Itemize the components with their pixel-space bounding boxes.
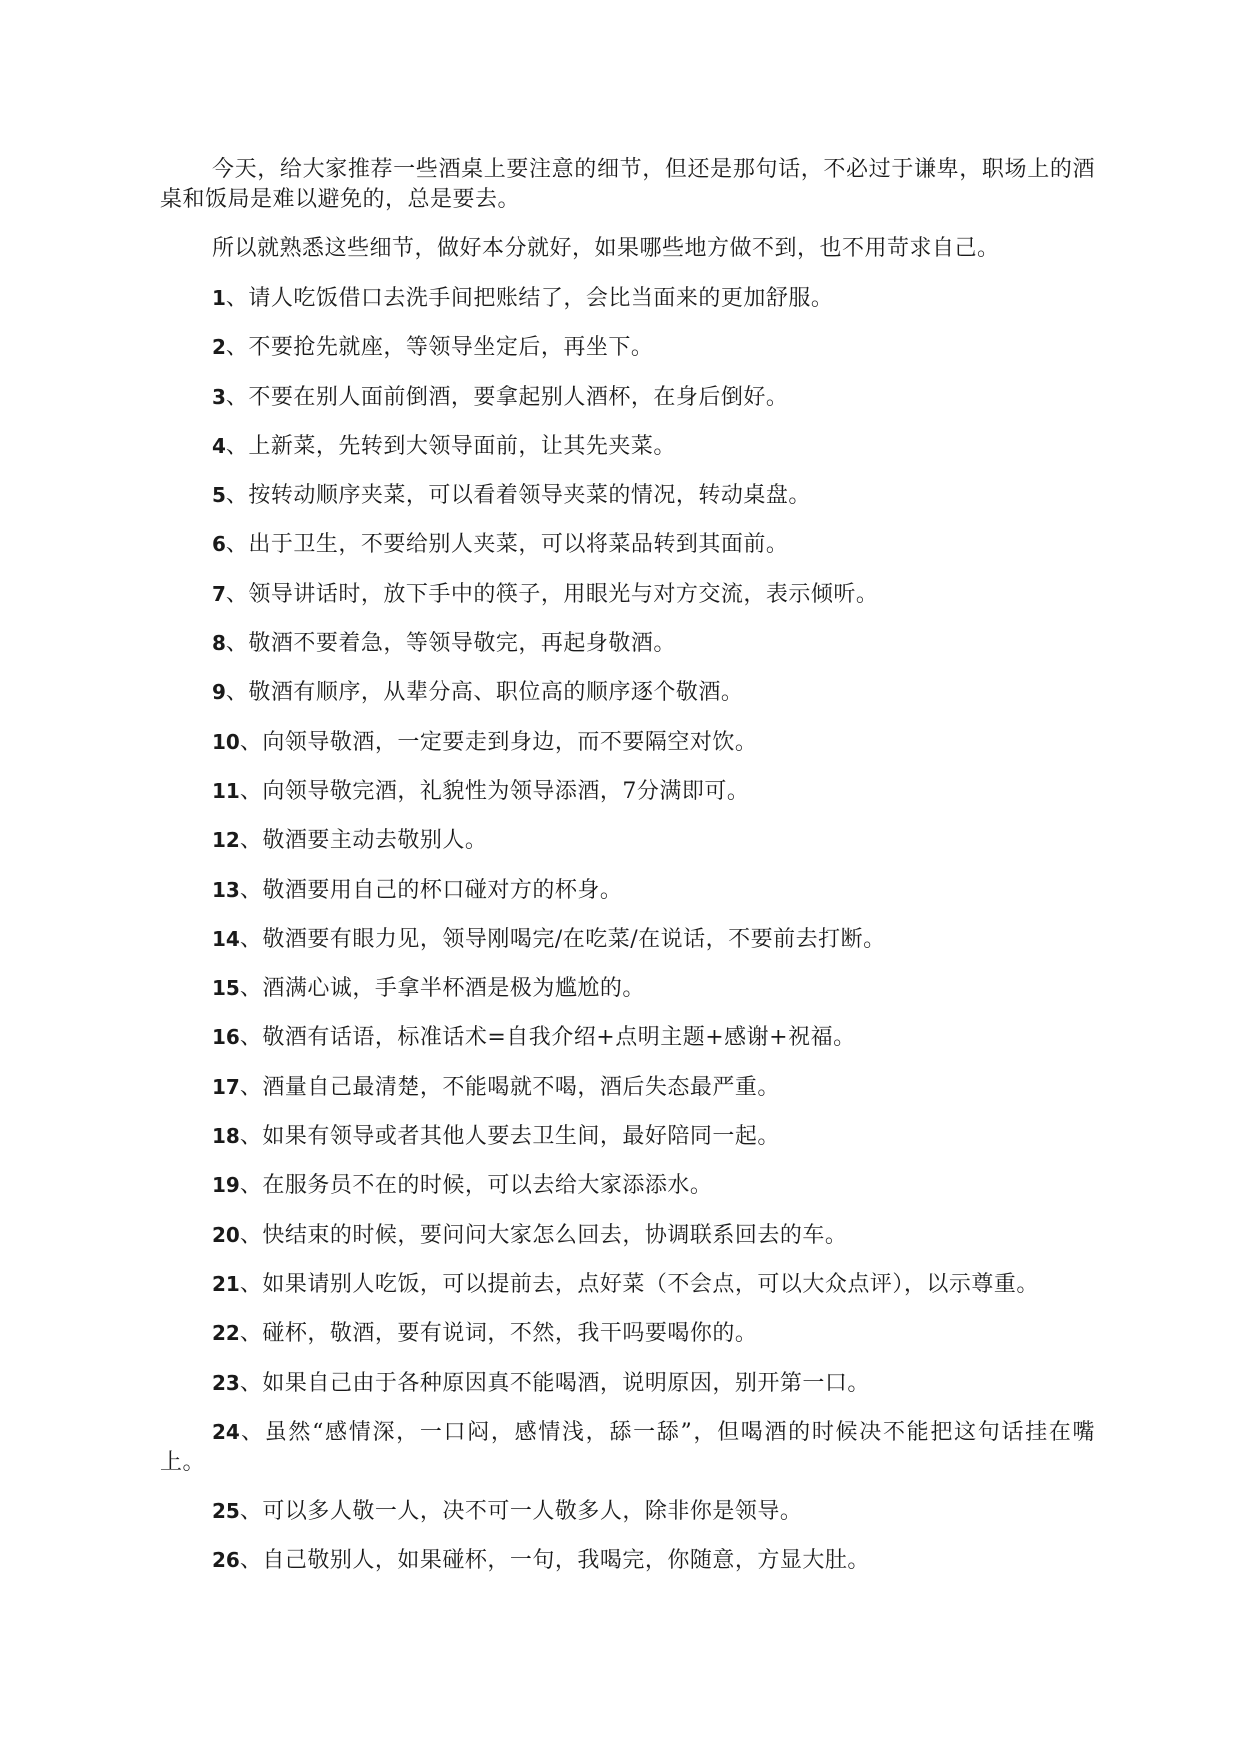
item-number: 11 <box>212 778 240 803</box>
item-text: 、酒满心诚，手拿半杯酒是极为尴尬的。 <box>239 976 645 1002</box>
list-item <box>160 1220 1095 1251</box>
list-item <box>160 1022 1095 1053</box>
list-item <box>160 529 1095 560</box>
item-number: 23 <box>212 1370 240 1395</box>
intro-paragraph: 今天，给大家推荐一些酒桌上要注意的细节，但还是那句话，不必过于谦卑，职场上的酒桌和饭局是难以避免的，总是要去。 <box>160 157 1095 212</box>
item-number: 8 <box>212 631 226 656</box>
item-text: 、自己敬别人，如果碰杯，一句，我喝完，你随意，方显大肚。 <box>239 1548 870 1574</box>
item-number: 24 <box>212 1419 240 1444</box>
item-number: 12 <box>212 828 240 853</box>
item-text: 、快结束的时候，要问问大家怎么回去，协调联系回去的车。 <box>239 1222 848 1248</box>
item-number: 15 <box>212 976 240 1001</box>
list-item <box>160 924 1095 955</box>
list-item <box>160 1318 1095 1349</box>
item-text: 、不要抢先就座，等领导坐定后，再坐下。 <box>225 335 654 361</box>
list-item <box>160 1121 1095 1152</box>
item-text: 、如果请别人吃饭，可以提前去，点好菜（不会点，可以大众点评），以示尊重。 <box>239 1271 1039 1297</box>
list-item <box>160 825 1095 856</box>
list-item <box>160 579 1095 610</box>
list-item <box>160 1072 1095 1103</box>
item-text: 、虽然“感情深，一口闷，感情浅，舔一舔”，但喝酒的时候决不能把这句话挂在嘴上。 <box>160 1419 1095 1475</box>
list-item <box>160 1496 1095 1527</box>
item-text: 、敬酒要主动去敬别人。 <box>239 828 488 854</box>
item-text: 、敬酒不要着急，等领导敬完，再起身敬酒。 <box>225 631 676 657</box>
list-item <box>160 480 1095 511</box>
item-number: 18 <box>212 1124 240 1149</box>
list-item <box>160 1545 1095 1576</box>
item-number: 19 <box>212 1173 240 1198</box>
item-number: 22 <box>212 1321 240 1346</box>
item-number: 21 <box>212 1271 240 1296</box>
item-text: 、敬酒要用自己的杯口碰对方的杯身。 <box>239 877 623 903</box>
list-item <box>160 283 1095 314</box>
list-item <box>160 875 1095 906</box>
item-text: 、在服务员不在的时候，可以去给大家添添水。 <box>239 1173 713 1199</box>
item-text: 、出于卫生，不要给别人夹菜，可以将菜品转到其面前。 <box>225 532 789 558</box>
list-item <box>160 332 1095 363</box>
item-number: 25 <box>212 1499 240 1524</box>
list-item <box>160 776 1095 807</box>
document-page <box>160 155 1095 1595</box>
intro-paragraph: 所以就熟悉这些细节，做好本分就好，如果哪些地方做不到，也不用苛求自己。 <box>212 236 1000 261</box>
item-number: 4 <box>212 433 226 458</box>
item-text: 、请人吃饭借口去洗手间把账结了，会比当面来的更加舒服。 <box>225 286 834 311</box>
item-number: 10 <box>212 729 240 754</box>
item-text: 、敬酒有话语，标准话术=自我介绍+点明主题+感谢+祝福。 <box>239 1025 856 1051</box>
list-item <box>160 973 1095 1004</box>
list-item <box>160 431 1095 462</box>
tips-list <box>160 283 1095 1576</box>
item-number: 20 <box>212 1222 240 1247</box>
item-text: 、酒量自己最清楚，不能喝就不喝，酒后失态最严重。 <box>239 1074 780 1100</box>
item-text: 、向领导敬完酒，礼貌性为领导添酒，7分满即可。 <box>239 778 750 804</box>
list-item <box>160 1170 1095 1201</box>
item-text: 、敬酒有顺序，从辈分高、职位高的顺序逐个敬酒。 <box>225 680 744 706</box>
list-item <box>160 677 1095 708</box>
item-text: 、可以多人敬一人，决不可一人敬多人，除非你是领导。 <box>239 1499 803 1525</box>
item-number: 7 <box>212 581 226 606</box>
item-text: 、碰杯，敬酒，要有说词，不然，我干吗要喝你的。 <box>239 1321 758 1347</box>
item-text: 、向领导敬酒，一定要走到身边，而不要隔空对饮。 <box>239 729 758 755</box>
list-item <box>160 1417 1095 1478</box>
item-number: 2 <box>212 335 226 360</box>
item-text: 、敬酒要有眼力见，领导刚喝完/在吃菜/在说话，不要前去打断。 <box>239 926 886 952</box>
item-number: 3 <box>212 384 226 409</box>
list-item <box>160 727 1095 758</box>
item-number: 5 <box>212 483 226 508</box>
list-item <box>160 1269 1095 1300</box>
item-text: 、领导讲话时，放下手中的筷子，用眼光与对方交流，表示倾听。 <box>225 581 879 607</box>
item-number: 9 <box>212 680 226 705</box>
item-text: 、如果自己由于各种原因真不能喝酒，说明原因，别开第一口。 <box>239 1370 870 1396</box>
item-number: 17 <box>212 1074 240 1099</box>
item-text: 、不要在别人面前倒酒，要拿起别人酒杯，在身后倒好。 <box>225 384 789 410</box>
item-number: 16 <box>212 1025 240 1050</box>
item-number: 1 <box>212 286 226 310</box>
list-item <box>160 382 1095 413</box>
item-number: 14 <box>212 926 240 951</box>
item-number: 26 <box>212 1548 240 1573</box>
item-number: 6 <box>212 532 226 557</box>
item-text: 、如果有领导或者其他人要去卫生间，最好陪同一起。 <box>239 1124 780 1150</box>
item-text: 、按转动顺序夹菜，可以看着领导夹菜的情况，转动桌盘。 <box>225 483 811 509</box>
item-number: 13 <box>212 877 240 902</box>
item-text: 、上新菜，先转到大领导面前，让其先夹菜。 <box>225 433 676 459</box>
list-item <box>160 1368 1095 1399</box>
list-item <box>160 628 1095 659</box>
